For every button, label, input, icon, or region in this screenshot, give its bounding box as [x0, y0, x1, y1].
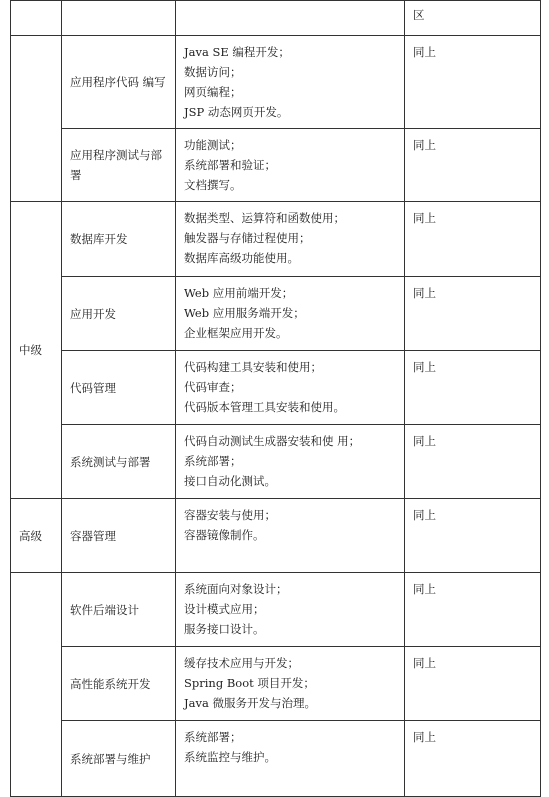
content-line: 数据库高级功能使用。 [184, 251, 299, 265]
content-line: 文档撰写。 [184, 178, 242, 192]
content-line: 接口自动化测试。 [184, 474, 276, 488]
module-cell [62, 129, 176, 202]
content-cell [176, 499, 405, 573]
module-label: 容器管理 [70, 528, 116, 543]
module-label: 应用程序代码 编写 [70, 75, 166, 89]
content-cell [176, 129, 405, 202]
module-cell [62, 202, 176, 277]
module-cell [62, 1, 176, 36]
content-line: 代码自动测试生成器安装和使 用； [184, 434, 361, 448]
module-cell [62, 425, 176, 499]
content-line: 代码构建工具安装和使用； [184, 360, 322, 374]
table-row [11, 499, 541, 573]
module-cell [62, 499, 176, 573]
requirement-cell: 同上 [405, 277, 541, 351]
content-line: 设计模式应用； [184, 602, 265, 616]
module-label: 系统测试与部署 [70, 454, 151, 469]
skill-table [10, 0, 541, 797]
content-line: JSP 动态网页开发。 [184, 105, 289, 119]
content-line: 网页编程； [184, 85, 242, 99]
requirement-cell: 同上 [405, 499, 541, 573]
requirement-cell: 同上 [405, 573, 541, 647]
requirement-cell: 同上 [405, 129, 541, 202]
level-cell [11, 1, 62, 36]
content-line: 代码审查； [184, 380, 242, 394]
module-cell [62, 573, 176, 647]
content-line: 系统部署和验证； [184, 158, 276, 172]
module-label: 高性能系统开发 [70, 676, 151, 691]
module-label: 应用程序测试与部署 [70, 148, 162, 182]
content-line: 服务接口设计。 [184, 622, 265, 636]
module-label: 代码管理 [70, 380, 116, 395]
module-label: 数据库开发 [70, 232, 128, 246]
content-cell [176, 721, 405, 797]
content-line: Web 应用前端开发； [184, 286, 294, 300]
module-cell [62, 351, 176, 425]
content-cell [176, 277, 405, 351]
requirement-cell: 同上 [405, 351, 541, 425]
table-row [11, 36, 541, 129]
content-line: Spring Boot 项目开发； [184, 676, 315, 690]
table-row [11, 1, 541, 36]
requirement-cell: 同上 [405, 36, 541, 129]
requirement-cell: 同上 [405, 647, 541, 721]
module-cell [62, 36, 176, 129]
content-line: 数据类型、运算符和函数使用； [184, 211, 345, 225]
content-line: 触发器与存储过程使用； [184, 231, 311, 245]
table-row [11, 129, 541, 202]
table-row [11, 573, 541, 647]
content-cell [176, 36, 405, 129]
content-line: Java SE 编程开发； [184, 45, 290, 59]
table-row [11, 647, 541, 721]
module-label: 软件后端设计 [70, 602, 139, 617]
table-row [11, 277, 541, 351]
requirement-cell: 同上 [405, 425, 541, 499]
requirement-cell: 区 [405, 1, 541, 36]
content-line: 缓存技术应用与开发； [184, 656, 299, 670]
table-row [11, 351, 541, 425]
content-line: 代码版本管理工具安装和使用。 [184, 400, 345, 414]
content-line: 数据访问； [184, 65, 242, 79]
table-row [11, 425, 541, 499]
content-line: 系统面向对象设计； [184, 582, 288, 596]
level-cell-advanced: 高级 [11, 499, 62, 573]
content-line: Java 微服务开发与治理。 [184, 696, 316, 710]
content-cell [176, 1, 405, 36]
module-cell [62, 647, 176, 721]
content-line: 系统部署； [184, 730, 242, 744]
content-line: 功能测试； [184, 138, 242, 152]
requirement-cell: 同上 [405, 721, 541, 797]
level-cell-intermediate: 中级 [11, 202, 62, 499]
level-cell [11, 573, 62, 797]
content-cell [176, 573, 405, 647]
content-line: 企业框架应用开发。 [184, 326, 288, 340]
module-label: 应用开发 [70, 306, 116, 321]
content-cell [176, 202, 405, 277]
table-row [11, 202, 541, 277]
content-cell [176, 647, 405, 721]
content-line: 容器安装与使用； [184, 508, 276, 522]
content-line: 容器镜像制作。 [184, 528, 265, 542]
requirement-cell: 同上 [405, 202, 541, 277]
content-cell [176, 425, 405, 499]
content-line: 系统部署； [184, 454, 242, 468]
module-cell [62, 721, 176, 797]
level-cell [11, 36, 62, 202]
content-cell [176, 351, 405, 425]
content-line: Web 应用服务端开发； [184, 306, 305, 320]
content-line: 系统监控与维护。 [184, 750, 276, 764]
module-label: 系统部署与维护 [70, 751, 151, 766]
module-cell [62, 277, 176, 351]
table-row [11, 721, 541, 797]
